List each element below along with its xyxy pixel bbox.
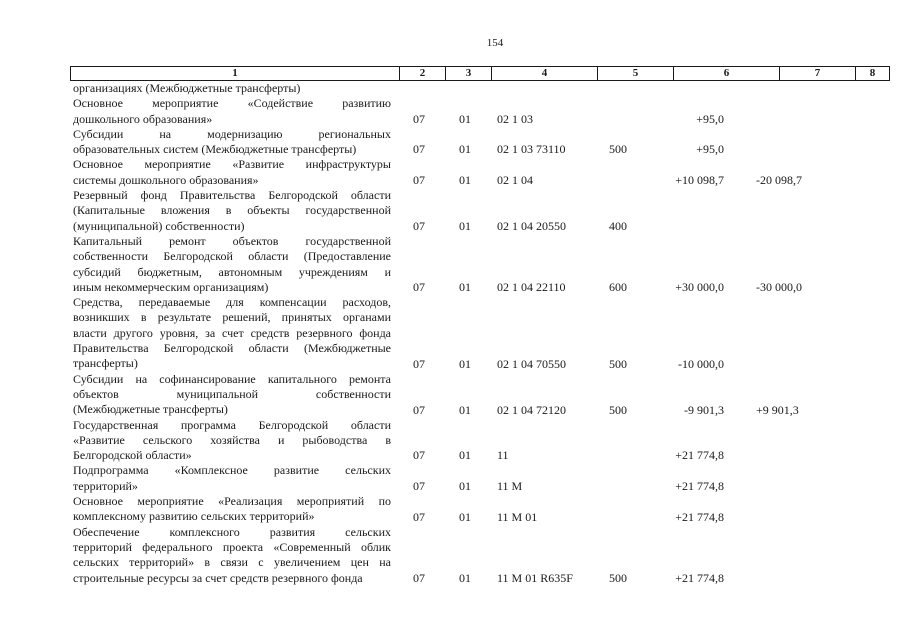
description-line: субсидий бюджетным, автономным учреждениям и: [73, 264, 391, 279]
table-row: [0, 295, 905, 371]
amount-change: +95,0: [696, 111, 724, 126]
description-line: комплексному развитию сельских территорий»: [73, 509, 315, 524]
description-line: организациях (Межбюджетные трансферты): [73, 81, 301, 95]
description-line: Правительства Белгородской области (Межбюджетные: [73, 341, 391, 356]
row-description: [73, 96, 391, 127]
row-description: [73, 81, 391, 96]
row-description: [73, 234, 391, 295]
subsection-code: 01: [459, 142, 471, 157]
description-line: Обеспечение комплексного развития сельских: [73, 524, 391, 539]
description-line: Резервный фонд Правительства Белгородской области: [73, 188, 391, 203]
expense-type: 500: [609, 142, 627, 157]
amount-change-2: -30 000,0: [756, 280, 802, 295]
description-line: Основное мероприятие «Содействие развитию: [73, 96, 391, 111]
subsection-code: 01: [459, 280, 471, 295]
section-code: 07: [413, 402, 425, 417]
section-code: 07: [413, 280, 425, 295]
description-line: Субсидии на софинансирование капитального ремонта: [73, 371, 391, 386]
target-article: 11 М 01 R635F: [497, 570, 573, 585]
description-line: системы дошкольного образования»: [73, 172, 259, 187]
row-description: [73, 295, 391, 371]
row-description: [73, 418, 391, 464]
description-line: образовательных систем (Межбюджетные трансферты): [73, 142, 357, 157]
description-line: объектов муниципальной собственности: [73, 386, 391, 401]
subsection-code: 01: [459, 570, 471, 585]
subsection-code: 01: [459, 218, 471, 233]
page-number: 154: [486, 37, 504, 49]
description-line: сельских территорий» в связи с увеличением цен на: [73, 555, 391, 570]
row-description: [73, 372, 391, 418]
table-row: [0, 234, 905, 295]
description-line: Подпрограмма «Комплексное развитие сельских: [73, 463, 391, 478]
description-line: Государственная программа Белгородской области: [73, 417, 391, 432]
target-article: 11 М: [497, 479, 523, 494]
table-row: [0, 463, 905, 494]
description-line: иным некоммерческим организациям): [73, 279, 269, 294]
table-row: [0, 127, 905, 158]
row-description: [73, 157, 391, 188]
description-line: (Межбюджетные трансферты): [73, 402, 228, 417]
table-row: [0, 525, 905, 586]
target-article: 02 1 04 72120: [497, 402, 566, 417]
description-line: строительные ресурсы за счет средств резервного фонда: [73, 570, 363, 585]
amount-change: +21 774,8: [675, 509, 724, 524]
table-row: [0, 157, 905, 188]
column-header-6: 6: [674, 67, 780, 80]
table-body: [0, 81, 905, 586]
target-article: 02 1 04 20550: [497, 218, 566, 233]
description-line: трансферты): [73, 356, 138, 371]
section-code: 07: [413, 142, 425, 157]
amount-change: -9 901,3: [684, 402, 724, 417]
description-line: (муниципальной) собственности): [73, 218, 245, 233]
description-line: Белгородской области»: [73, 448, 192, 463]
amount-change-2: -20 098,7: [756, 173, 802, 188]
table-row: [0, 96, 905, 127]
row-description: [73, 127, 391, 158]
expense-type: 500: [609, 570, 627, 585]
column-header-3: 3: [446, 67, 492, 80]
description-line: Основное мероприятие «Развитие инфраструктуры: [73, 157, 391, 172]
target-article: 11 М 01: [497, 509, 538, 524]
target-article: 02 1 04 70550: [497, 356, 566, 371]
subsection-code: 01: [459, 356, 471, 371]
subsection-code: 01: [459, 509, 471, 524]
subsection-code: 01: [459, 448, 471, 463]
column-header-7: 7: [780, 67, 856, 80]
description-line: возникших в результате решений, принятых органами: [73, 310, 391, 325]
expense-type: 500: [609, 356, 627, 371]
subsection-code: 01: [459, 111, 471, 126]
row-description: [73, 494, 391, 525]
amount-change: +21 774,8: [675, 570, 724, 585]
table-header: [70, 66, 890, 81]
amount-change: +30 000,0: [675, 280, 724, 295]
table-row: [0, 494, 905, 525]
column-header-8: 8: [869, 67, 876, 79]
expense-type: 500: [609, 402, 627, 417]
table-row: [0, 81, 905, 96]
description-line: собственности Белгородской области (Предоставление: [73, 249, 391, 264]
amount-change-2: +9 901,3: [756, 402, 799, 417]
section-code: 07: [413, 173, 425, 188]
amount-change: +21 774,8: [675, 479, 724, 494]
description-line: Капитальный ремонт объектов государственной: [73, 233, 391, 248]
amount-change: +21 774,8: [675, 448, 724, 463]
section-code: 07: [413, 218, 425, 233]
description-line: Основное мероприятие «Реализация мероприятий по: [73, 494, 391, 509]
row-description: [73, 463, 391, 494]
description-line: (Капитальные вложения в объекты государственной: [73, 203, 391, 218]
target-article: 02 1 04 22110: [497, 280, 566, 295]
amount-change: +95,0: [696, 142, 724, 157]
subsection-code: 01: [459, 402, 471, 417]
table-row: [0, 418, 905, 464]
target-article: 11: [497, 448, 509, 463]
column-header-4: 4: [492, 67, 598, 80]
row-description: [73, 188, 391, 234]
target-article: 02 1 03: [497, 111, 533, 126]
subsection-code: 01: [459, 479, 471, 494]
expense-type: 400: [609, 218, 627, 233]
column-header-1: 1: [71, 67, 400, 80]
section-code: 07: [413, 570, 425, 585]
expense-type: 600: [609, 280, 627, 295]
target-article: 02 1 03 73110: [497, 142, 566, 157]
section-code: 07: [413, 356, 425, 371]
column-header-2: 2: [400, 67, 446, 80]
description-line: власти другого уровня, за счет средств резервного фонда: [73, 325, 391, 340]
target-article: 02 1 04: [497, 173, 533, 188]
row-description: [73, 525, 391, 586]
table-row: [0, 372, 905, 418]
description-line: «Развитие сельского хозяйства и рыбоводства в: [73, 432, 391, 447]
amount-change: -10 000,0: [678, 356, 724, 371]
description-line: Субсидии на модернизацию региональных: [73, 126, 391, 141]
description-line: территорий»: [73, 478, 138, 493]
subsection-code: 01: [459, 173, 471, 188]
description-line: дошкольного образования»: [73, 111, 213, 126]
description-line: территорий федерального проекта «Современный облик: [73, 539, 391, 554]
section-code: 07: [413, 479, 425, 494]
amount-change: +10 098,7: [675, 173, 724, 188]
description-line: Средства, передаваемые для компенсации расходов,: [73, 295, 391, 310]
column-header-5: 5: [598, 67, 674, 80]
table-row: [0, 188, 905, 234]
section-code: 07: [413, 448, 425, 463]
section-code: 07: [413, 509, 425, 524]
section-code: 07: [413, 111, 425, 126]
